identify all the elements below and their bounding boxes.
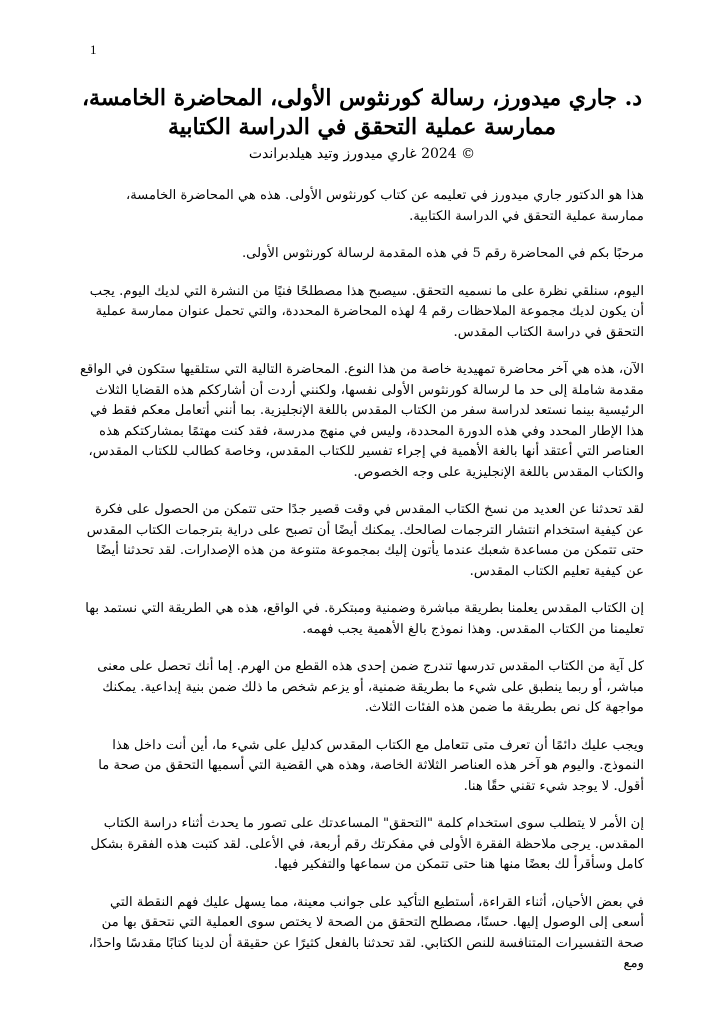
page-number: 1 (90, 42, 97, 57)
body-text (80, 186, 644, 992)
title-line-2: ممارسة عملية التحقق في الدراسة الكتابية (167, 114, 557, 140)
paragraph: إن الأمر لا يتطلب سوى استخدام كلمة "التحقق" المساعدتك على تصور ما يحدث أثناء دراسة الكتاب المقدس. يرجى ملاحظة الفقرة الأولى في مفكرتك رقم أربعة، في الأعلى. لقد كتبت هذه الفقرة بشكل كامل وسأقرأ لك بعضًا منها هنا حتى تتمكن من سماعها والتفكير فيها. (90, 816, 644, 872)
paragraph: اليوم، سنلقي نظرة على ما نسميه التحقق. سيصبح هذا مصطلحًا فنيًا من النشرة التي لديك اليوم. يجب أن يكون لديك مجموعة الملاحظات رقم 4 لهذه المحاضرة المحددة، والتي تحمل عنوان ممارسة عملية التحقق في دراسة الكتاب المقدس. (89, 283, 644, 340)
title-line-1: د. جاري ميدورز، رسالة كورنثوس الأولى، المحاضرة الخامسة، (81, 85, 643, 111)
paragraph: ويجب عليك دائمًا أن تعرف متى تتعامل مع الكتاب المقدس كدليل على شيء ما، أين أنت داخل هذا النموذج. واليوم هو آخر هذه العناصر الثلاثة الخاصة، وهذه هي القضية التي أسميها التحقق من صحة ما أقول. لا يوجد شيء تقني حقًا هنا. (98, 737, 644, 794)
copyright-line: © 2024 غاري ميدورز وتيد هيلدبراندت (248, 146, 476, 162)
paragraph: مرحبًا بكم في المحاضرة رقم 5 في هذه المقدمة لرسالة كورنثوس الأولى. (241, 246, 644, 261)
title-block (80, 84, 644, 164)
paragraph: كل آية من الكتاب المقدس تدرسها تندرج ضمن إحدى هذه القطع من الهرم. إما أنك تحصل على معنى مباشر، أو ربما ينطبق على شيء ما بطريقة ضمنية، أو يزعم شخص ما ذلك ضمن بنية إبداعية. يمكنك مواجهة كل نص بطريقة ما ضمن هذه الفئات الثلاث. (97, 659, 644, 715)
paragraph: لقد تحدثنا عن العديد من نسخ الكتاب المقدس في وقت قصير جدًا حتى تتمكن من الحصول على فكرة عن كيفية استخدام انتشار الترجمات لصالحك. يمكنك أيضًا أن تصبح على دراية بترجمات الكتاب المقدس حتى تتمكن من مساعدة شعبك عندما يأتون إليك بمجموعة متنوعة من هذه الإصدارات. لقد تحدثنا أيضًا عن كيفية تعليم الكتاب المقدس. (86, 502, 644, 579)
paragraph: هذا هو الدكتور جاري ميدورز في تعليمه عن كتاب كورنثوس الأولى. هذه هي المحاضرة الخامسة، ممارسة عملية التحقق في الدراسة الكتابية. (125, 188, 644, 224)
paragraph: في بعض الأحيان، أثناء القراءة، أستطيع التأكيد على جوانب معينة، مما يسهل عليك فهم النقطة التي أسعى إلى الوصول إليها. حسنًا، مصطلح التحقق من الصحة لا يختص سوى العملية التي نتحقق بها من صحة التفسيرات المتنافسة للنص الكتابي. لقد تحدثنا بالفعل كثيرًا عن حقيقة أن لدينا كتابًا مقدسًا واحدًا، ومع (88, 894, 644, 971)
paragraph: إن الكتاب المقدس يعلمنا بطريقة مباشرة وضمنية ومبتكرة. في الواقع، هذه هي الطريقة التي نستمد بها تعليمنا من الكتاب المقدس. وهذا نموذج بالغ الأهمية يجب فهمه. (85, 601, 644, 637)
paragraph: الآن، هذه هي آخر محاضرة تمهيدية خاصة من هذا النوع. المحاضرة التالية التي ستلقيها ستكون في الواقع مقدمة شاملة إلى حد ما لرسالة كورنثوس الأولى نفسها، ولكنني أردت أن أشارككم هذه القضايا الثلاث الرئيسية بينما نستعد لدراسة سفر من الكتاب المقدس باللغة الإنجليزية. بما أنني أتعامل معكم فقط في هذا الإطار المحدد وفي هذه الدورة المحددة، وليس في منهج مدرسة، فقد كنت مهتمًا بمشاركتكم هذه العناصر التي أعتقد أنها بالغة الأهمية في إجراء تفسير للكتاب المقدس، وخاصة كطالب للكتاب المقدس، والكتاب المقدس باللغة الإنجليزية على وجه الخصوص. (80, 362, 644, 480)
